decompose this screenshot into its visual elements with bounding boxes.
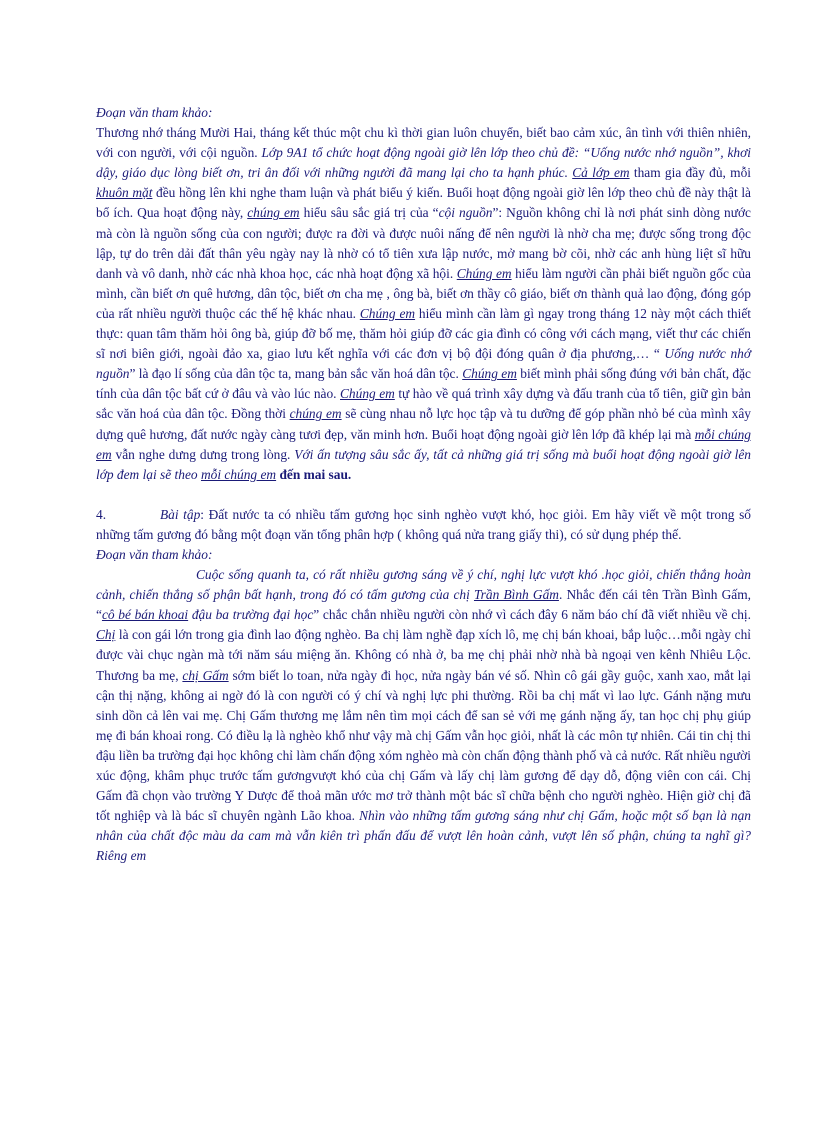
underlined-phrase: Trần Bình Gấm [473,587,559,603]
text-run-italic: Với ấn tượng sâu sắc ấy, tất cả những giá trị sống mà buổi hoạt động ngoài giờ lên lớp đem lại sẽ theo [96,446,752,482]
document-page [96,103,751,866]
text-run: hiểu sâu sắc giá trị của “ [299,205,439,221]
text-run-italic: Cuộc sống quanh ta, có rất nhiều gương sáng về ý chí, nghị lực vượt khó .học giỏi, chiến thắng hoàn cảnh, chiến thắng số phận bất hạnh, trong đó có tấm gương của chị [96,567,751,603]
underlined-phrase: Chúng em [359,305,416,321]
task-paragraph [96,505,751,545]
text-run: ”: Nguồn không chỉ là nơi phát sinh dòng nước mà còn là nguồn sống của con người; được ra đời và được nuôi nấng để nên người là nhờ cha mẹ; được sống trong độc lập, tự do trên dải đất thân yêu ngày nay là nhờ có tổ tiên xưa lập nước, mở mang bờ cõi, nhờ các anh hùng liệt sĩ hữu danh và vô danh, nhờ các nhà khoa học, các nhà hoạt động xã hội. [96,205,751,281]
section-2-paragraph [96,565,751,866]
text-run: . Nhắc đến cái tên Trần Bình Gấm, “ [96,587,751,623]
text-run: Thương nhớ tháng Mười Hai, tháng kết thúc một chu kì thời gian luôn chuyển, biết bao cảm xúc, ân tình với thiên nhiên, với con người, với cội nguồn. [96,125,751,161]
text-run: vẫn nghe dưng dưng trong lòng. [111,446,295,462]
text-run: hiểu làm người cần phải biết nguồn gốc của mình, cần biết ơn quê hương, dân tộc, biết ơn cha mẹ , ông bà, biết ơn thầy cô giáo, biết ơn thành quả lao động, đóng góp của rất nhiều người thuộc các thế hệ khác nhau. [96,265,751,321]
text-run: sớm biết lo toan, nửa ngày đi học, nửa ngày bán vé số. Nhìn cô gái gầy guộc, xanh xao, mắt lại cận thị nặng, không ai ngờ đó là con người có ý chí và nghị lực phi thường. Rồi ba chị mất vì lao lực. Gánh nặng mưu sinh dồn cả lên vai mẹ. Chị Gấm thương mẹ lắm nên tìm mọi cách để san sẻ với mẹ gánh nặng ấy, tan học chị phụ giúp mẹ đi bán khoai rong. Có điều lạ là nghèo khổ như vậy mà chị Gấm vẫn học giỏi, nhất là các môn tự nhiên. Cái tin chị thi đậu liền ba trường đại học không chỉ làm chấn động xóm nghèo mà còn chấn động thành phố và cả nước. Rất nhiều người xúc động, khâm phục trước tấm gươngvượt khó của chị Gấm và lấy chị làm gương để dạy dỗ, động viên con cái. Chị Gấm đã chọn vào trường Y Dược để thoả mãn ước mơ trở thành một bác sĩ chữa bệnh cho người nghèo. Hiện giờ chị đã tốt nghiệp và là bác sĩ chuyên ngành Lão khoa. [96,667,752,824]
text-run-italic: cội nguồn [438,205,493,221]
section-1-heading: Đoạn văn tham khảo: [96,105,213,120]
text-run: ” là đạo lí sống của dân tộc ta, mang bản sắc văn hoá dân tộc. [129,366,463,382]
underlined-phrase: Cả lớp em [572,165,630,181]
underlined-phrase: chúng em [247,205,300,221]
text-run-bold: đến mai sau. [276,466,352,482]
underlined-phrase: Chúng em [462,366,517,382]
underlined-phrase: cô bé bán khoai [101,607,189,623]
task-text: : Đất nước ta có nhiều tấm gương học sinh nghèo vượt khó, học giỏi. Em hãy viết về một trong số những tấm gương đó bằng một đoạn văn tổng phân hợp ( không quá nửa trang giấy thi), có sử dụng phép thế. [96,506,751,542]
text-run: ” chắc chắn nhiều người còn nhớ vì cách đây 6 năm báo chí đã viết nhiều về chị. [313,607,752,623]
underlined-phrase: mỗi chúng em [96,426,751,462]
text-run: đều hồng lên khi nghe tham luận và phát biểu ý kiến. Buổi hoạt động ngoài giờ lên lớp theo chủ đề này thật là bổ ích. Qua hoạt động này, [96,185,751,221]
underlined-phrase: Chúng em [340,386,395,402]
section-2-heading: Đoạn văn tham khảo: [96,546,213,562]
underlined-phrase: mỗi chúng em [200,466,277,482]
text-run: tự hào về quá trình xây dựng và đấu tranh của tổ tiên, giữ gìn bản sắc văn hoá của dân tộc. Đồng thời [96,386,751,422]
task-label: Bài tập [160,506,201,522]
text-run-italic: đậu ba trường đại học [188,607,314,623]
paragraph-gap [96,485,751,505]
section-1-paragraph [96,123,751,485]
text-run: sẽ cùng nhau nỗ lực học tập và tu dưỡng để góp phần nhỏ bé của mình xây dựng quê hương, đất nước ngày càng tươi đẹp, văn minh hơn. Buổi hoạt động ngoài giờ lên lớp đã khép lại mà [96,406,751,442]
text-run-italic: Uống nước nhớ nguồn [96,346,751,382]
text-run: hiểu mình cần làm gì ngay trong tháng 12 này một cách thiết thực: quan tâm thăm hỏi ông bà, giúp đỡ bố mẹ, thăm hỏi giúp đỡ các gia đình có công với cách mạng, viết thư các chiến sĩ nơi biên giới, ngoài đảo xa, giao lưu kết nghĩa với các đơn vị bộ đội đóng quân ở địa phương,… “ [96,305,751,362]
text-run: biết mình phải sống đúng với bản chất, đặc tính của dân tộc bất cứ ở đâu và vào lúc nào. [96,366,751,402]
underlined-phrase: Chúng em [456,265,512,281]
underlined-phrase: khuôn mặt [96,185,153,201]
underlined-phrase: chúng em [289,406,342,422]
text-run-italic: Lớp 9A1 tổ chức hoạt động ngoài giờ lên lớp theo chủ đề: “Uống nước nhớ nguồn”, khơi dậy, giáo dục lòng biết ơn, tri ân đối với những người đã mang lại cho ta hạnh phúc. [96,145,751,181]
underlined-phrase: Chị [96,627,116,643]
underlined-phrase: chị Gấm [182,667,229,683]
text-run: là con gái lớn trong gia đình lao động nghèo. Ba chị làm nghề đạp xích lô, mẹ chị bán khoai, bắp luộc…mỗi ngày chỉ được vài chục ngàn mà tới năm sáu miệng ăn. Không có nhà ở, ba mẹ chị phải nhờ nhà bà ngoại ven kênh Nhiêu Lộc. Thương ba mẹ, [96,627,751,683]
task-number: 4. [96,506,107,522]
text-run: tham gia đầy đủ, mỗi [629,165,751,181]
text-run-italic: Nhìn vào những tấm gương sáng như chị Gấm, hoặc một số bạn là nạn nhân của chất độc màu da cam mà vẫn kiên trì phấn đấu để vượt lên hoàn cảnh, vượt lên số phận, chúng ta nghĩ gì? Riêng em [96,808,751,864]
